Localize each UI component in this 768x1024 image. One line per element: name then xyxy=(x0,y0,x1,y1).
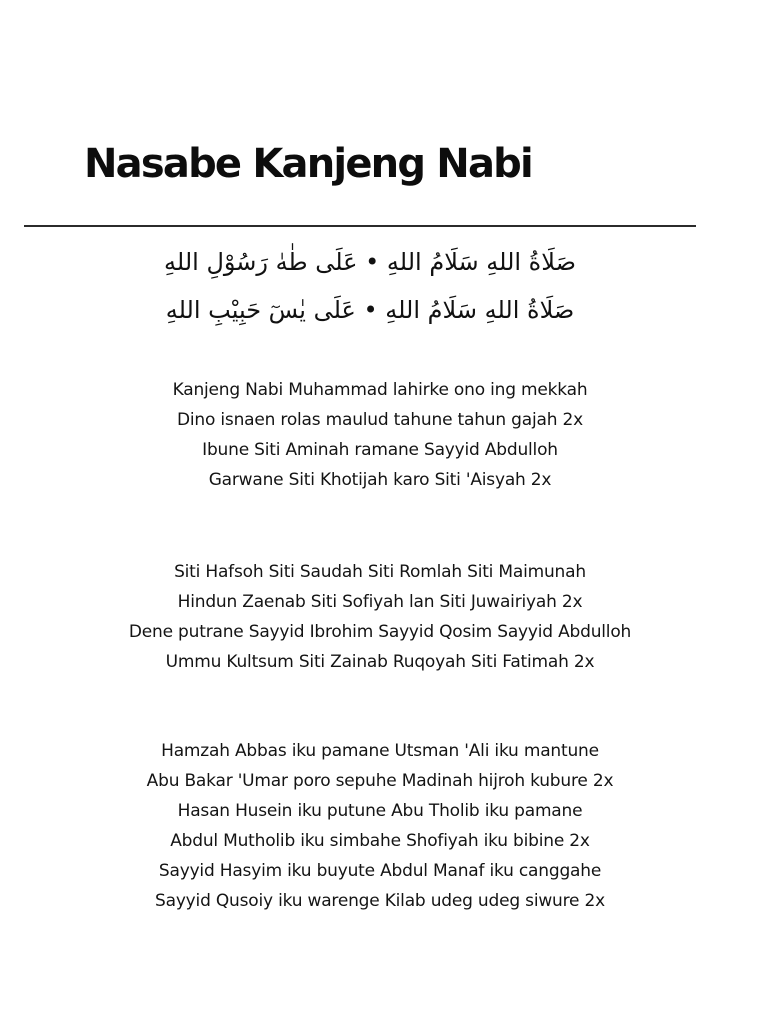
lyric-line: Abu Bakar 'Umar poro sepuhe Madinah hijroh kubure 2x xyxy=(146,771,614,791)
lyric-line: Dene putrane Sayyid Ibrohim Sayyid Qosim Sayyid Abdulloh xyxy=(128,622,632,642)
lyric-line: Siti Hafsoh Siti Saudah Siti Romlah Siti Maimunah xyxy=(174,562,586,582)
lyric-line: Ummu Kultsum Siti Zainab Ruqoyah Siti Fatimah 2x xyxy=(165,652,595,672)
lyric-line: Hasan Husein iku putune Abu Tholib iku pamane xyxy=(177,801,583,821)
stanza-3 xyxy=(20,736,740,916)
lyric-line: Kanjeng Nabi Muhammad lahirke ono ing mekkah xyxy=(172,380,588,400)
page-title: Nasabe Kanjeng Nabi xyxy=(84,141,532,187)
lyric-line: Abdul Mutholib iku simbahe Shofiyah iku bibine 2x xyxy=(170,831,590,851)
title-divider xyxy=(24,225,696,227)
lyric-line: Hindun Zaenab Siti Sofiyah lan Siti Juwairiyah 2x xyxy=(177,592,583,612)
arabic-line: صَلَاةُ اللهِ سَلَامُ اللهِ • عَلَى طٰهٰ رَسُوْلِ اللهِ xyxy=(164,248,576,276)
stanza-2 xyxy=(20,557,740,677)
lyric-line: Garwane Siti Khotijah karo Siti 'Aisyah 2x xyxy=(208,470,552,490)
lyric-line: Sayyid Qusoiy iku warenge Kilab udeg udeg siwure 2x xyxy=(155,891,605,911)
arabic-verse xyxy=(100,238,640,334)
arabic-line: صَلَاةُ اللهِ سَلَامُ اللهِ • عَلَى يٰسٓ حَبِيْبِ اللهِ xyxy=(165,296,575,324)
lyric-line: Sayyid Hasyim iku buyute Abdul Manaf iku canggahe xyxy=(158,861,602,881)
lyric-line: Dino isnaen rolas maulud tahune tahun gajah 2x xyxy=(177,410,583,430)
stanza-1 xyxy=(20,375,740,495)
lyric-line: Ibune Siti Aminah ramane Sayyid Abdulloh xyxy=(202,440,558,460)
lyric-line: Hamzah Abbas iku pamane Utsman 'Ali iku mantune xyxy=(161,741,599,761)
